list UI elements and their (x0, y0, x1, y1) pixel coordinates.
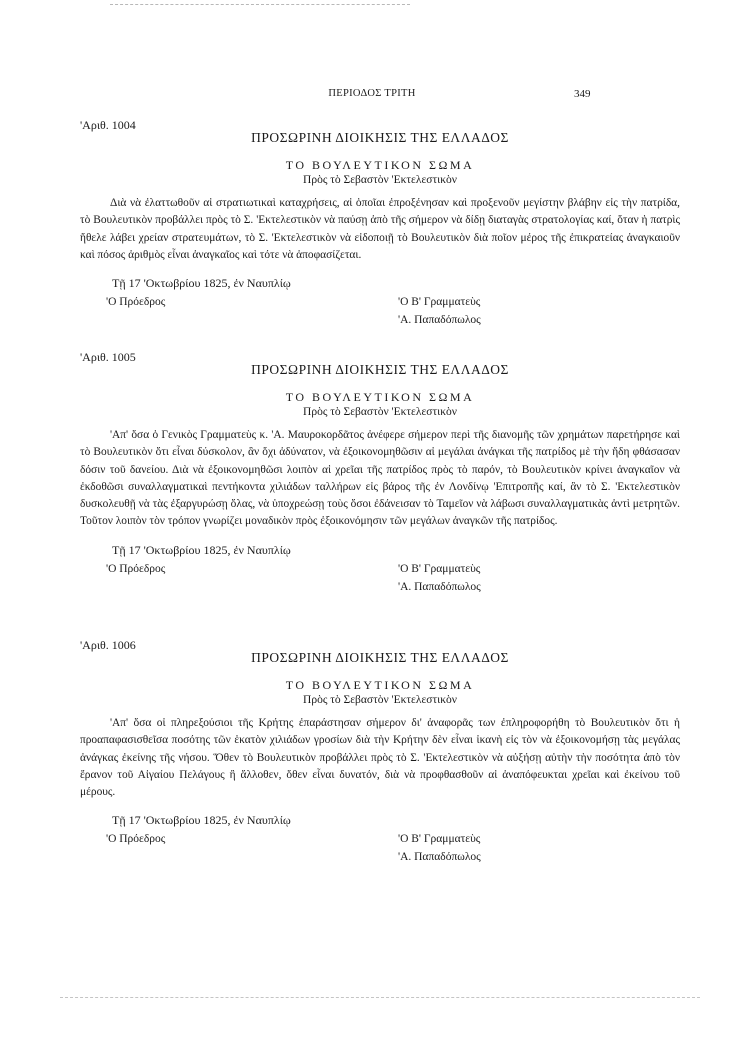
secretary-title: 'Ο Β' Γραμματεὺς (398, 833, 481, 846)
entry-date: Τῇ 17 'Οκτωβρίου 1825, ἐν Ναυπλίῳ (112, 542, 291, 557)
issuing-body: ΤΟ ΒΟΥΛΕΥΤΙΚΟΝ ΣΩΜΑ (285, 158, 475, 172)
government-heading: ΠΡΟΣΩΡΙΝΗ ΔΙΟΙΚΗΣΙΣ ΤΗΣ ΕΛΛΑΔΟΣ (251, 130, 509, 145)
government-heading: ΠΡΟΣΩΡΙΝΗ ΔΙΟΙΚΗΣΙΣ ΤΗΣ ΕΛΛΑΔΟΣ (251, 650, 509, 665)
addressee: Πρὸς τὸ Σεβαστὸν 'Εκτελεστικὸν (303, 406, 457, 418)
issuing-body: ΤΟ ΒΟΥΛΕΥΤΙΚΟΝ ΣΩΜΑ (285, 390, 475, 404)
running-head: ΠΕΡΙΟΔΟΣ ΤΡΙΤΗ (328, 88, 416, 99)
entry-date: Τῇ 17 'Οκτωβρίου 1825, ἐν Ναυπλίῳ (112, 813, 291, 828)
secretary-title: 'Ο Β' Γραμματεὺς (398, 562, 481, 575)
signatures (80, 563, 680, 603)
entry-date: Τῇ 17 'Οκτωβρίου 1825, ἐν Ναυπλίῳ (112, 276, 291, 291)
secretary-name: 'Α. Παπαδόπωλος (398, 314, 481, 327)
addressee: Πρὸς τὸ Σεβαστὸν 'Εκτελεστικὸν (303, 174, 457, 186)
entry-number: 'Αριθ. 1004 (80, 118, 136, 132)
president-signature: 'Ο Πρόεδρος (106, 562, 166, 575)
president-signature: 'Ο Πρόεδρος (106, 296, 166, 309)
document-entry-1005 (80, 349, 680, 603)
scan-artifact-top (110, 4, 410, 5)
secretary-title: 'Ο Β' Γραμματεὺς (398, 296, 481, 309)
government-heading: ΠΡΟΣΩΡΙΝΗ ΔΙΟΙΚΗΣΙΣ ΤΗΣ ΕΛΛΑΔΟΣ (251, 362, 509, 377)
signatures (80, 833, 680, 873)
signatures (80, 296, 680, 336)
entry-number: 'Αριθ. 1006 (80, 638, 136, 652)
addressee: Πρὸς τὸ Σεβαστὸν 'Εκτελεστικὸν (303, 694, 457, 706)
president-signature: 'Ο Πρόεδρος (106, 833, 166, 846)
document-entry-1004 (80, 117, 680, 336)
scan-artifact-bottom (60, 997, 700, 998)
entry-text: 'Απ' ὅσα ὁ Γενικὸς Γραμματεὺς κ. 'Α. Μαυροκορδᾶτος ἀνέφερε σήμερον περὶ τῆς διανομῆς τῶν χρημάτων παρετήρησε καὶ τὸ Βουλευτικὸν ὅτι εἶναι δύσκολον, ἂν ὄχι ἀδύνατον, νὰ ἐξοικονομηθῶσιν αἱ μεγάλαι ἀνάγκαι τῆς πατρίδος μὲ τὴν ἤδη φθάσασαν δόσιν τοῦ δανείου. Διὰ νὰ ἐξοικονομηθῶσι λοιπὸν αἱ χρεῖαι τῆς πατρίδος πρὸς τὸ παρόν, τὸ Βουλευτικὸν κρίνει ἀναγκαῖον νὰ ἐκδοθῶσι συναλλαγματικαὶ πεντήκοντα χιλιάδων ταλλήρων εἰς βάρος τῆς ἐν Λονδίνῳ 'Επιτροπῆς καί, ἂν τὸ Σ. 'Εκτελεστικὸν δυσκολευθῇ νὰ τὰς ἐξαργυρώσῃ ὅλας, νὰ ὑποχρεώσῃ τοὺς ὅσοι ἐδάνεισαν τὸ Ταμεῖον νὰ λάβωσι συναλλαγματικὰς ἀντὶ μετρητῶν. Τοῦτον λοιπὸν τὸν τρόπον γνωρίζει μοναδικὸν πρὸς ἐξοικονόμησιν τῶν μεγάλων ἀναγκῶν τῆς πατρίδος. (80, 429, 680, 528)
entry-text: Διὰ νὰ ἐλαττωθοῦν αἱ στρατιωτικαὶ καταχρήσεις, αἱ ὁποῖαι ἐπροξένησαν καὶ προξενοῦν μεγίστην βλάβην εἰς τὴν πατρίδα, τὸ Βουλευτικὸν προβάλλει πρὸς τὸ Σ. 'Εκτελεστικὸν νὰ παύσῃ ἀπὸ τῆς σήμερον νὰ δίδῃ διαταγὰς στρατολογίας καί, ὅταν ἡ πατρὶς ἤθελε λάβει χρείαν στρατευμάτων, τὸ Σ. 'Εκτελεστικὸν νὰ εἰδοποιῇ τὸ Βουλευτικὸν διὰ ποῖον μέρος τῆς ἐπικρατείας ἀναγκαιοῦν καὶ πόσος ἀριθμὸς εἶναι ἀναγκαῖος καὶ τότε νὰ ἀποφασίζεται. (80, 197, 680, 261)
document-entry-1006 (80, 637, 680, 873)
page-number: 349 (574, 88, 591, 100)
secretary-name: 'Α. Παπαδόπωλος (398, 580, 481, 593)
issuing-body: ΤΟ ΒΟΥΛΕΥΤΙΚΟΝ ΣΩΜΑ (285, 678, 475, 692)
entry-text: 'Απ' ὅσα οἱ πληρεξούσιοι τῆς Κρήτης ἐπαράστησαν σήμερον δι' ἀναφορᾶς των ἐπληροφορήθη τὸ Βουλευτικὸν ὅτι ἡ προαπαφασισθεῖσα ποσότης τῶν ἑκατὸν χιλιάδων γροσίων διὰ τὴν Κρήτην δὲν εἶναι ἱκανὴ εἰς τὸν νὰ ἐξοικονομήσῃ τὰς μεγάλας ἀνάγκας ἐκείνης τῆς νήσου. Ὅθεν τὸ Βουλευτικὸν προβάλλει πρὸς τὸ Σ. 'Εκτελεστικὸν νὰ αὐξήσῃ αὐτὴν τὴν ποσότητα ἀπὸ τὸν ἔρανον τοῦ Αἰγαίου Πελάγους ἢ ἄλλοθεν, ὅθεν εἶναι δυνατόν, διὰ νὰ προφθασθοῦν αἱ ἀναπόφευκται χρεῖαι καὶ ἐκείνου τοῦ μέρους. (80, 717, 680, 799)
entry-number: 'Αριθ. 1005 (80, 350, 136, 364)
secretary-name: 'Α. Παπαδόπωλος (398, 851, 481, 864)
